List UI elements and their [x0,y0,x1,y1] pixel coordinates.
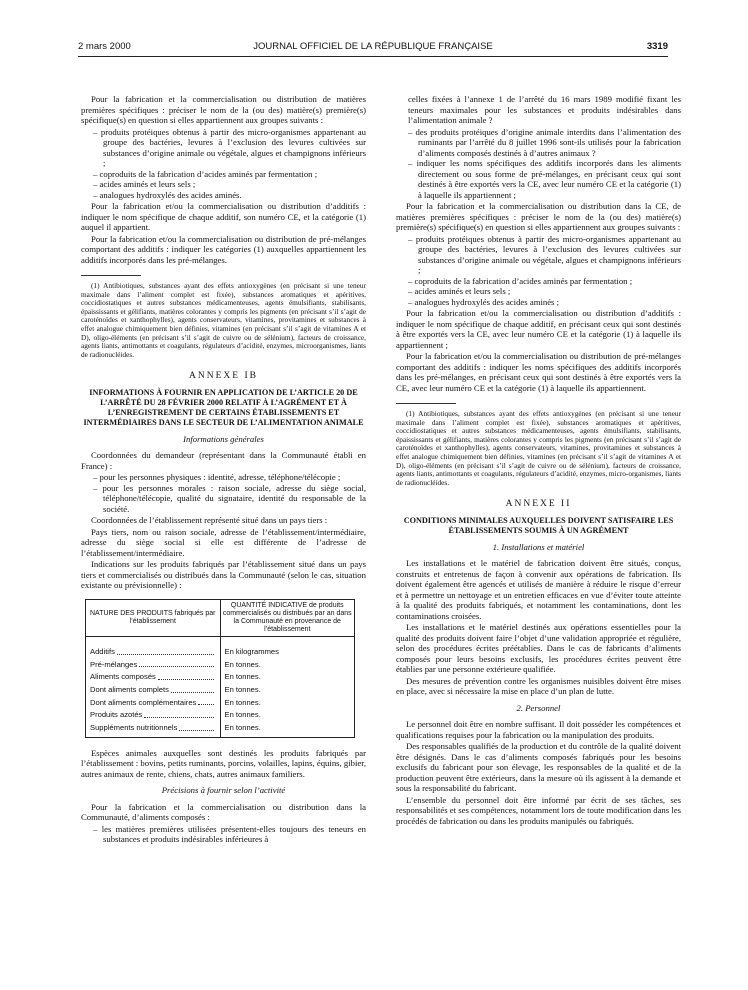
paragraph: Indications sur les produits fabriqués par l’établissement situé dans un pays tiers et commercialisés ou distribués dans la Communauté (selon le cas, situation existante ou prévisionnelle) : [81,559,366,591]
issue-date: 2 mars 2000 [78,41,131,52]
list-raw-materials [396,234,681,308]
product-quantity: En tonnes. [220,671,355,684]
paragraph: Coordonnées de l’établissement représenté situé dans un pays tiers : [91,515,328,526]
section-subtitle: Informations générales [183,433,264,444]
product-quantity: En tonnes. [220,697,355,710]
product-name: Dont aliments complets [90,684,169,694]
footnote: (1) Antibiotiques, substances ayant des effets antioxygènes (en précisant si une teneur maximale dans l’aliment complet est fixée), substances aromatiques et apéritives, coccidiostatiques et autres substances médicamenteuses, agents émulsifiants, stabilisants, épaississants et gélifiants, matières colorantes y compris les pigments (en précisant s’il s’agit de caroténoïdes et xanthophylles), agents conservateurs, vitamines, provitamines et substances à effet analogue chimiquement bien définies, vitamines (en précisant s’il s’agit de vitamines A et D), oligo-éléments (en précisant s’il s’agit de cuivre ou de sélénium), facteurs de croissance, agents liants, antimottants et coagulants, régulateurs d’acidité, enzymes, microorganismes, liants de radionucléides. [81,281,366,359]
left-column [81,94,366,846]
product-quantity: En kilogrammes [220,636,355,658]
products-table [85,599,355,738]
product-name: Additifs [90,646,115,656]
paragraph: Pays tiers, nom ou raison sociale, adresse de l’établissement/intermédiaire, adresse du siège social si elle est différente de l’adresse de l’établissement/intermédiaire. [81,526,366,558]
product-quantity: En tonnes. [220,709,355,722]
product-name: Dont aliments complémentaires [90,697,197,707]
footnote-separator [396,403,456,404]
list-item: – coproduits de la fabrication d’acides aminés par fermentation ; [396,276,681,287]
paragraph: Des responsables qualifiés de la production et du contrôle de la qualité doivent être désignés. Dans le cas d’aliments composés fabriqués pour les besoins exclusifs du fabricant pour son élevage, les responsables de la qualité et de la production peuvent être extérieurs, dans la mesure où ils agissent à la demande et sous la responsabilité du fabricant. [396,741,681,794]
list-compound-feed [81,824,366,845]
footnote: (1) Antibiotiques, substances ayant des effets antioxygènes (en précisant si une teneur maximale dans l’aliment complet est fixée), substances aromatiques et apéritives, coccidiostatiques et autres substances médicamenteuses, agents émulsifiants, stabilisants, épaississants et gélifiants, matières colorantes y compris les pigments (en précisant s’il s’agit de caroténoïdes et xanthophylles), agents conservateurs, vitamines, provitamines et substances à effet analogue chimiquement bien définies, vitamines (en précisant s’il s’agit de vitamines A et D), oligo-éléments (en précisant s’il s’agit de cuivre ou de sélénium), facteurs de croissance, agents liants, antimottants et coagulants, régulateurs d’acidité, enzymes, micro-organismes, liants de radionucléides. [396,409,681,487]
paragraph: Pour la fabrication et la commercialisation ou distribution dans la CE, de matières premières spécifiques : préciser le nom de la (ou des) matière(s) première(s) spécifique(s) en question si elles appartiennent aux groupes suivants : [396,201,681,232]
product-quantity: En tonnes. [220,684,355,697]
list-item: – analogues hydroxylés des acides aminés. [81,190,366,201]
table-row [86,636,355,658]
list-item: – acides aminés et leurs sels ; [396,286,681,297]
paragraph: Les installations et le matériel de fabrication doivent être situés, conçus, construits et entretenus de façon à convenir aux opérations de fabrication. Ils doivent également être agencés et utilisés de manière à réduire le risque d’erreur et à permettre un nettoyage et un entretien efficaces en vue d’éviter toute atteinte à la qualité des produits fabriqués, et notamment les contaminations, dont les contaminations croisées. [396,558,681,621]
paragraph: Pour la fabrication et/ou la commercialisation ou distribution d’additifs : indiquer le nom spécifique de chaque additif, son numéro CE, et la catégorie (1) auquel il appartient. [81,201,366,232]
paragraph: Pour la fabrication et/ou la commercialisation ou distribution d’additifs : indiquer le nom spécifique de chaque additif, en précisant ceux qui sont destinés à être exportés vers la CE, avec leur numéro CE et la catégorie (1) à laquelle ils appartiennent ; [396,308,681,350]
list-item: – coproduits de la fabrication d’acides aminés par fermentation ; [81,169,366,180]
product-quantity: En tonnes. [220,659,355,672]
paragraph: Pour la fabrication et/ou la commercialisation ou distribution de pré-mélanges comportant des additifs : indiquer les noms spécifiques des additifs incorporés dans les pré-mélanges, en précisant ceux qui sont destinés à être exportés vers la CE, avec leur numéro CE et la catégorie (1) à laquelle ils appartiennent. [396,351,681,393]
list-item: – indiquer les noms spécifiques des additifs incorporés dans les aliments directement ou sous forme de pré-mélanges, en précisant ceux qui sont destinés à être exportés vers la CE, avec leur numéro CE et la catégorie (1) à laquelle ils appartiennent ; [396,158,681,200]
paragraph-continued: celles fixées à l’annexe 1 de l’arrêté du 16 mars 1989 modifié fixant les teneurs maximales pour les substances et produits indésirables dans l’alimentation animale ? [408,94,681,125]
paragraph: Coordonnées du demandeur (représentant dans la Communauté établi en France) : [81,450,366,471]
section-subtitle: 1. Installations et matériel [492,541,585,552]
table-header-quantity: QUANTITÉ INDICATIVE de produits commercialisés ou distribués par an dans la Communauté en provenance de l’établissement [220,599,355,636]
table-row [86,709,355,722]
list-raw-materials [81,127,366,201]
journal-title: JOURNAL OFFICIEL DE LA RÉPUBLIQUE FRANÇAISE [253,41,493,52]
table-header-nature: NATURE DES PRODUITS fabriqués par l’établissement [86,599,221,636]
table-row [86,684,355,697]
product-quantity: En tonnes. [220,722,355,737]
list-item: – analogues hydroxylés des acides aminés ; [396,297,681,308]
paragraph: Pour la fabrication et la commercialisation ou distribution dans la Communauté, d’aliments composés : [81,801,366,823]
product-name: Produits azotés [90,710,143,720]
section-subtitle: Précisions à fournir selon l’activité [161,785,286,796]
annex-heading: CONDITIONS MINIMALES AUXQUELLES DOIVENT SATISFAIRE LES ÉTABLISSEMENTS SOUMIS À UN AGRÉMENT [403,515,674,535]
paragraph: Espèces animales auxquelles sont destinés les produits fabriqués par l’établissement : bovins, petits ruminants, porcins, volailles, lapins, équins, gibier, autres animaux de rente, chiens, chats, autres animaux familiers. [81,747,366,779]
footnote-separator [81,275,141,276]
header-rule [78,56,668,57]
list-item: – des produits protéiques d’origine animale interdits dans l’alimentation des ruminants par l’arrêté du 8 juillet 1996 sont-ils utilisés pour la fabrication d’aliments composés destinés à d’autres animaux ? [396,127,681,159]
page-header [78,41,668,55]
product-name: Aliments composés [90,672,156,682]
right-column [396,94,681,827]
list-compound-feed-cont [396,127,681,201]
table-row [86,722,355,737]
section-subtitle: 2. Personnel [516,702,561,713]
table-row [86,659,355,672]
annex-heading: INFORMATIONS À FOURNIR EN APPLICATION DE L’ARTICLE 20 DE L’ARRÊTÉ DU 28 FÉVRIER 2000 RELATIF À L’AGRÉMENT ET À L’ENREGISTREMENT DE CERTAINS ÉTABLISSEMENTS ET INTERMÉDIAIRES DANS LE SECTEUR DE L’ALIMENTATION ANIMALE [83,387,364,427]
paragraph: Le personnel doit être en nombre suffisant. Il doit posséder les compétences et qualifications requises pour la fabrication ou la manipulation des produits. [396,719,681,740]
paragraph: Les installations et le matériel destinés aux opérations essentielles pour la qualité des produits doivent faire l’objet d’une validation appropriée et régulière, selon des procédures écrites préétablies. Dans le cas de fabricants d’aliments composés pour leurs besoins exclusifs, les procédures écrites peuvent être établies par une personne extérieure qualifiée. [396,622,681,675]
list-item: – les matières premières utilisées présentent-elles toujours des teneurs en substances et produits indésirables inférieures à [81,824,366,845]
list-applicant [81,472,366,514]
list-item: – pour les personnes physiques : identité, adresse, téléphone/télécopie ; [81,472,366,483]
list-item: – produits protéiques obtenus à partir des micro-organismes appartenant au groupe des bactéries, levures à l’exclusion des levures cultivées sur substances d’origine animale ou végétale, algues et champignons inférieurs ; [81,127,366,169]
table-row [86,671,355,684]
paragraph: L’ensemble du personnel doit être informé par écrit de ses tâches, ses responsabilités et ses compétences, notamment lors de toute modification dans les procédés de fabrication ou dans les produits manipulés ou fabriqués. [396,794,681,826]
product-name: Pré-mélanges [90,659,138,669]
table-row [86,697,355,710]
list-item: – acides aminés et leurs sels ; [81,179,366,190]
paragraph: Pour la fabrication et/ou la commercialisation ou distribution de pré-mélanges comportant des additifs : indiquer les catégories (1) auxquelles appartiennent les additifs incorporés dans les pré-mélanges. [81,233,366,265]
list-item: – produits protéiques obtenus à partir des micro-organismes appartenant au groupe des bactéries, levures à l’exclusion des levures cultivées sur substances d’origine animale ou végétale, algues et champignons inférieurs ; [396,234,681,276]
annex-title: ANNEXE IB [189,371,258,382]
list-item: – pour les personnes morales : raison sociale, adresse du siège social, téléphone/télécopie, qualité du signataire, identité du responsable de la société. [81,483,366,515]
annex-title: ANNEXE II [505,499,572,510]
page-number: 3319 [646,41,668,52]
paragraph: Des mesures de prévention contre les organismes nuisibles doivent être mises en place, avec si nécessaire la mise en place d’un plan de lutte. [396,675,681,697]
product-name: Suppléments nutritionnels [90,723,178,733]
paragraph: Pour la fabrication et la commercialisation ou distribution de matières premières spécifiques : préciser le nom de la (ou des) matière(s) première(s) spécifique(s) en question si elles appartiennent aux groupes suivants : [81,94,366,125]
